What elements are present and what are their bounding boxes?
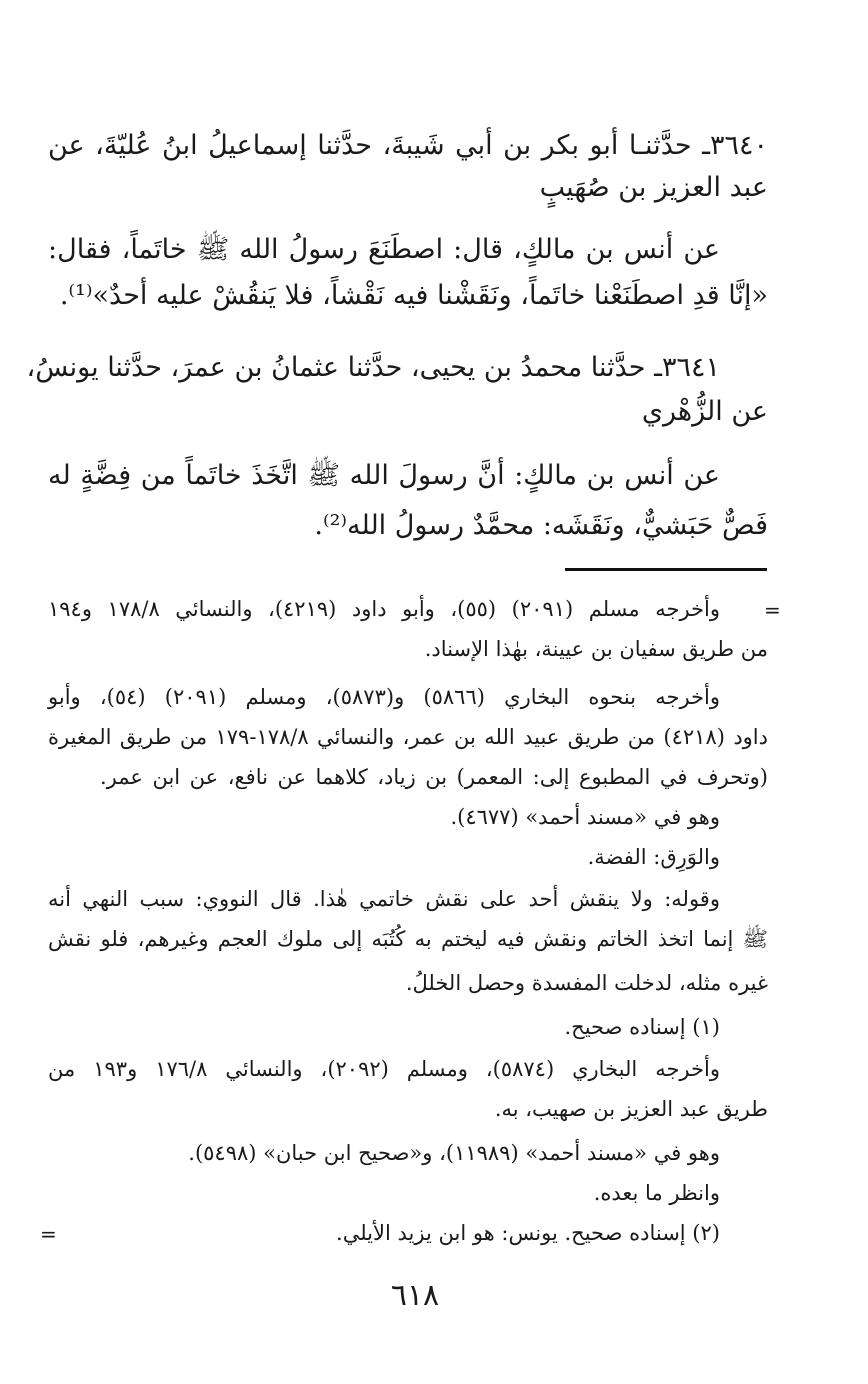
hadith-3641-isnad-line-2: عن الزُّهْري bbox=[641, 396, 768, 427]
hadith-3641-isnad-line-1: ٣٦٤١ـ حدَّثنا محمدُ بن يحيى، حدَّثنا عثمانُ بن عمرَ، حدَّثنا يونسُ، bbox=[26, 352, 720, 383]
footnote-line: (١) إسناده صحيح. bbox=[564, 1015, 720, 1039]
footnote-line: غيره مثله، لدخلت المفسدة وحصل الخللُ. bbox=[405, 971, 768, 995]
footnote-line: وهو في «مسند أحمد» (٤٦٧٧). bbox=[450, 805, 720, 829]
footnote-line: وقوله: ولا ينقش أحد على نقش خاتمي هٰذا. قال النووي: سبب النهي أنه bbox=[48, 887, 720, 911]
footnote-line: طريق عبد العزيز بن صهيب، به. bbox=[494, 1097, 768, 1121]
footnote-line: (٢) إسناده صحيح. يونس: هو ابن يزيد الأيلي. bbox=[336, 1221, 720, 1245]
hadith-3641-matn-line-1: عن أنس بن مالكٍ: أنَّ رسولَ الله ﷺ اتَّخَذَ خاتَماً من فِضَّةٍ له bbox=[48, 460, 720, 491]
hadith-3640-isnad-line-1: ٣٦٤٠ـ حدَّثنـا أبو بكر بن أبي شَيبةَ، حدَّثنا إسماعيلُ ابنُ عُليّةَ، عن bbox=[48, 130, 768, 161]
footnote-line: وانظر ما بعده. bbox=[593, 1181, 720, 1205]
footnote-line: وهو في «مسند أحمد» (١١٩٨٩)، و«صحيح ابن حبان» (٥٤٩٨). bbox=[188, 1141, 720, 1165]
footnote-line: وأخرجه البخاري (٥٨٧٤)، ومسلم (٢٠٩٢)، والنسائي ١٧٦/٨ و١٩٣ من bbox=[48, 1057, 720, 1081]
continuation-mark: = bbox=[764, 598, 781, 622]
hadith-3641-matn-line-2: فَصٌّ حَبَشيٌّ، ونَقَشَه: محمَّدٌ رسولُ الله⁽²⁾. bbox=[314, 510, 768, 541]
footnote-separator bbox=[565, 568, 767, 571]
hadith-3640-matn-line-2: «إنَّا قدِ اصطَنَعْنا خاتَماً، ونَقَشْنا فيه نَقْشاً، فلا يَنقُشْ عليه أحدٌ»⁽¹⁾. bbox=[59, 280, 768, 311]
page-number: ٦١٨ bbox=[390, 1278, 440, 1313]
hadith-3640-matn-line-1: عن أنس بن مالكٍ، قال: اصطَنَعَ رسولُ الله ﷺ خاتَماً، فقال: bbox=[48, 234, 720, 265]
footnote-line: ﷺ إنما اتخذ الخاتم ونقش فيه ليختم به كُتُبَه إلى ملوك العجم وغيرهم، فلو نقش bbox=[48, 927, 768, 951]
footnote-line: والوَرِق: الفضة. bbox=[587, 845, 720, 869]
footnote-line: وأخرجه بنحوه البخاري (٥٨٦٦) و(٥٨٧٣)، ومسلم (٢٠٩١) (٥٤)، وأبو bbox=[48, 685, 720, 709]
continuation-mark: = bbox=[40, 1222, 57, 1246]
footnote-line: (وتحرف في المطبوع إلى: المعمر) بن زياد، كلاهما عن نافع، عن ابن عمر. bbox=[100, 765, 768, 789]
footnote-line: داود (٤٢١٨) من طريق عبيد الله بن عمر، والنسائي ١٧٨/٨-١٧٩ من طريق المغيرة bbox=[48, 725, 768, 749]
footnote-line: من طريق سفيان بن عيينة، بهٰذا الإسناد. bbox=[424, 637, 768, 661]
footnote-line: وأخرجه مسلم (٢٠٩١) (٥٥)، وأبو داود (٤٢١٩)، والنسائي ١٧٨/٨ و١٩٤ bbox=[48, 597, 720, 621]
hadith-3640-isnad-line-2: عبد العزيز بن صُهَيبٍ bbox=[539, 172, 768, 203]
